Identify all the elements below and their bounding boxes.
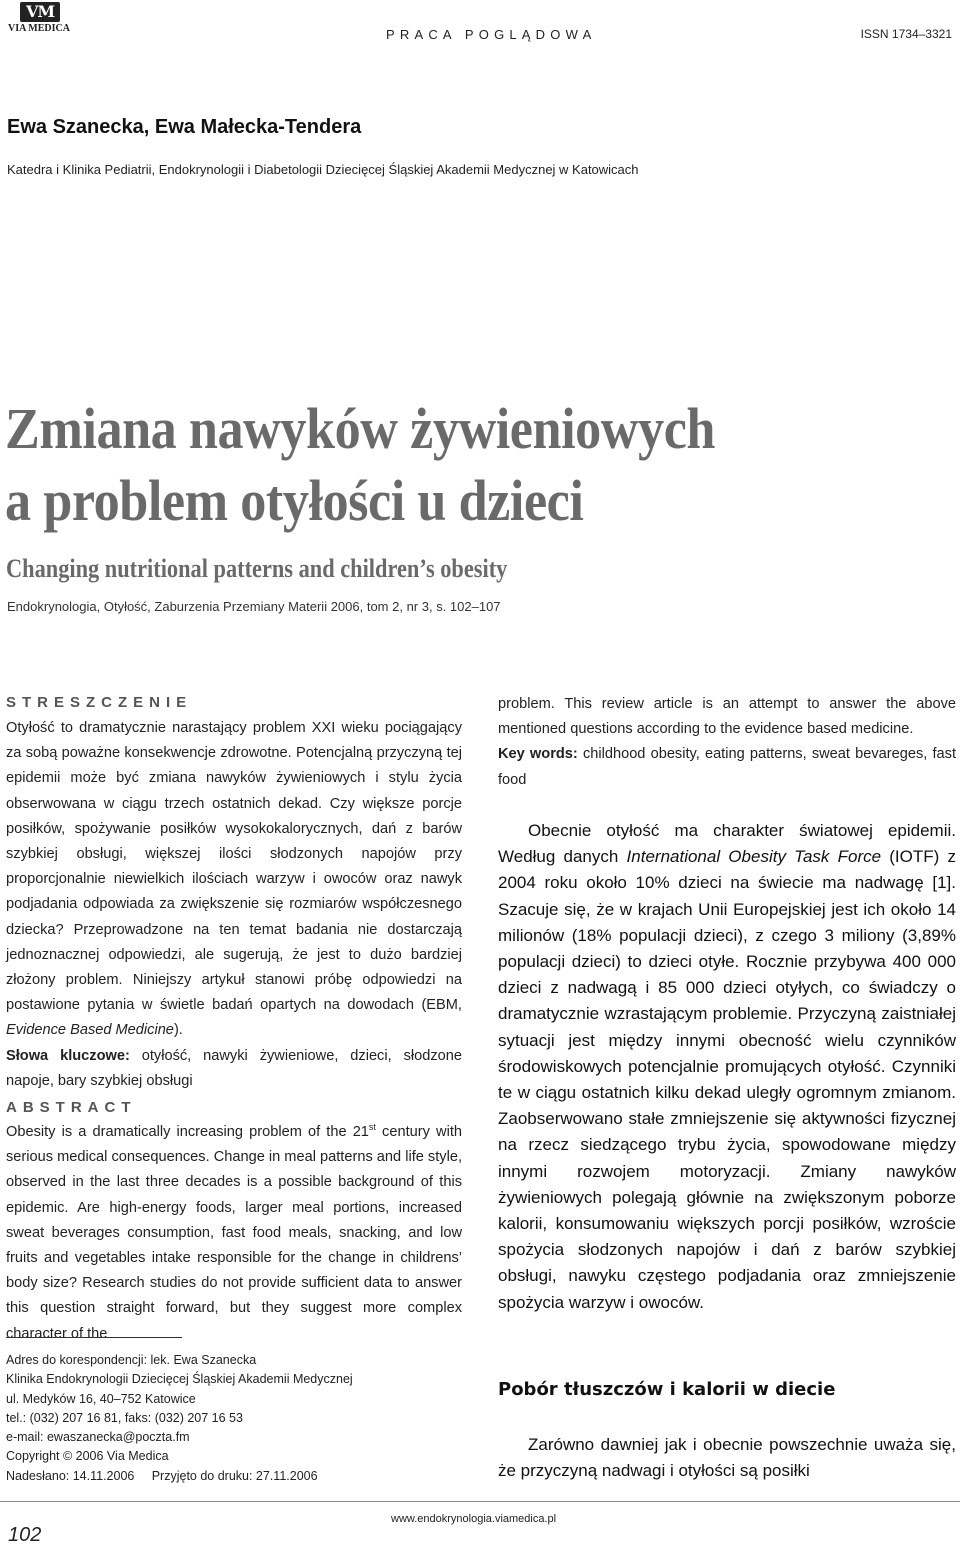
article-title xyxy=(5,393,794,537)
authors: Ewa Szanecka, Ewa Małecka-Tendera xyxy=(7,116,362,138)
dates-line: Nadesłano: 14.11.2006 Przyjęto do druku: 27.11.2006 xyxy=(6,1468,318,1483)
issn: ISSN 1734–3321 xyxy=(860,27,952,41)
affiliation: Katedra i Klinika Pediatrii, Endokrynologii i Diabetologii Dziecięcej Śląskiej Akademii Medycznej w Katowicach xyxy=(7,162,639,177)
article-type-label: PRACA POGLĄDOWA xyxy=(386,27,597,42)
keywords-pl: otyłość, nawyki żywieniowe, dzieci, słodzone napoje, bary szybkiej obsługi xyxy=(6,1047,462,1089)
streszczenie-text: Otyłość to dramatycznie narastający problem XXI wieku pociągający za sobą poważne konsekwencje zdrowotne. Potencjalną przyczyną tej epidemii może być zmiana nawyków żywieniowych i stylu życia obserwowana w ciągu trzech ostatnich dekad. Czy większe porcje posiłków, spożywanie posiłków wysokokalorycznych, dań z barów szybkiej obsługi, większej ilości słodzonych napojów przy proporcjonalnie niewielkich ilościach warzyw i owoców oraz nawyk podjadania odpowiada za zwiększenie się rozmiarów współczesnego dziecka? Przeprowadzone na ten temat badania nie dostarczają jednoznacznej odpowiedzi, ale sugerują, że jest to dużo bardziej złożony problem. Niniejszy artykuł stanowi próbę odpowiedzi na postawione pytania w świetle badań opartych na dowodach (EBM, xyxy=(6,720,462,1014)
ebm-close: ). xyxy=(173,1022,183,1039)
abstract-body xyxy=(6,1120,462,1347)
keywords-en-label: Key words: xyxy=(498,746,578,763)
citation: Endokrynologia, Otyłość, Zaburzenia Przemiany Materii 2006, tom 2, nr 3, s. 102–107 xyxy=(7,599,501,614)
correspondence-line: ul. Medyków 16, 40–752 Katowice xyxy=(6,1391,196,1406)
body-intro xyxy=(498,818,956,1316)
body-p1-rest: (IOTF) z 2004 roku około 10% dzieci na świecie ma nadwagę [1]. Szacuje się, że w krajach Unii Europejskiej jest ich około 14 milionów (18% populacji dzieci), z czego 3 miliony (3,89% populacji dzieci) to dzieci otyłe. Rocznie przybywa 400 000 dzieci z nadwagą i 85 000 dzieci otyłych, co świadczy o dramatycznie wzrastającym problemie. Przyczyną zaistniałej sytuacji jest między innymi obecność wielu czynników środowiskowych potencjalnie promujących otyłość. Czynniki te w ciągu ostatnich kilku dekad uległy ogromnym zmianom. Zaobserwowano stałe zmniejszenie się aktywności fizycznej na rzecz siedzącego trybu życia, spowodowane między innymi rozwojem motoryzacji. Zmiany nawyków żywieniowych polegają głównie na zwiększonym poborze kalorii, konsumowaniu większych porcji posiłków, wzroście spożycia słodzonych napojów i dań z barów szybkiej obsługi, nawyku częstego podjadania oraz zmniejszenie spożycia warzyw i owoców. xyxy=(498,847,956,1312)
streszczenie-section xyxy=(6,716,462,1094)
footer-divider xyxy=(0,1501,960,1502)
abstract-heading: ABSTRACT xyxy=(6,1099,137,1116)
publisher-logo-mark: VM xyxy=(20,2,60,22)
body-paragraph-2: Zarówno dawniej jak i obecnie powszechnie uważa się, że przyczyną nadwagi i otyłości są posiłki xyxy=(498,1435,956,1481)
correspondence-line: Klinika Endokrynologii Dziecięcej Śląskiej Akademii Medycznej xyxy=(6,1372,353,1387)
abstract-continuation xyxy=(498,692,956,793)
page-number: 102 xyxy=(8,1524,42,1546)
abstract-section xyxy=(6,1120,462,1347)
body-paragraph-1 xyxy=(498,818,956,1316)
abstract-superscript: st xyxy=(368,1122,376,1133)
abstract-keywords xyxy=(498,742,956,792)
keywords-pl-label: Słowa kluczowe: xyxy=(6,1047,130,1064)
copyright-line: Copyright © 2006 Via Medica xyxy=(6,1449,169,1464)
keywords-en: childhood obesity, eating patterns, sweat bevareges, fast food xyxy=(498,746,956,788)
publisher-logo xyxy=(3,2,75,36)
section-heading: Pobór tłuszczów i kalorii w diecie xyxy=(498,1379,836,1400)
streszczenie-heading: STRESZCZENIE xyxy=(6,694,193,711)
body-section-2 xyxy=(498,1432,956,1484)
body-p1-start: Obecnie otyłość ma charakter światowej epidemii. Według danych xyxy=(498,821,956,867)
abstract-continuation-text: problem. This review article is an attempt to answer the above mentioned questions according to the evidence based medicine. xyxy=(498,696,956,738)
abstract-text-start: Obesity is a dramatically increasing problem of the 21 xyxy=(6,1124,369,1140)
streszczenie-body xyxy=(6,716,462,1044)
article-title-line-1: Zmiana nawyków żywieniowych xyxy=(5,396,716,461)
article-title-line-2: a problem otyłości u dzieci xyxy=(5,468,584,533)
abstract-text-rest: century with serious medical consequences. Change in meal patterns and life style, observed in the last three decades is a possible background of this epidemic. Are high-energy foods, larger meal portions, increased sweat beverages consumption, fast food meals, snacking, and low fruits and vegetables intake responsible for the change in childrens’ body size? Research studies do not provide sufficient data to answer this question straight forward, but they suggest more complex character of the xyxy=(6,1124,462,1342)
english-title: Changing nutritional patterns and children’s obesity xyxy=(6,554,508,583)
correspondence-email[interactable]: e-mail: ewaszanecka@poczta.fm xyxy=(6,1430,190,1445)
correspondence-block xyxy=(6,1351,353,1486)
ebm-term: Evidence Based Medicine xyxy=(6,1022,174,1039)
footnote-divider xyxy=(6,1337,182,1338)
correspondence-line: tel.: (032) 207 16 81, faks: (032) 207 16 53 xyxy=(6,1410,243,1425)
publisher-logo-text: VIA MEDICA xyxy=(8,23,70,34)
iotf-term: International Obesity Task Force xyxy=(626,847,882,867)
correspondence-line: Adres do korespondencji: lek. Ewa Szanecka xyxy=(6,1353,257,1367)
journal-website-link[interactable]: www.endokrynologia.viamedica.pl xyxy=(391,1513,557,1525)
streszczenie-keywords xyxy=(6,1044,462,1094)
